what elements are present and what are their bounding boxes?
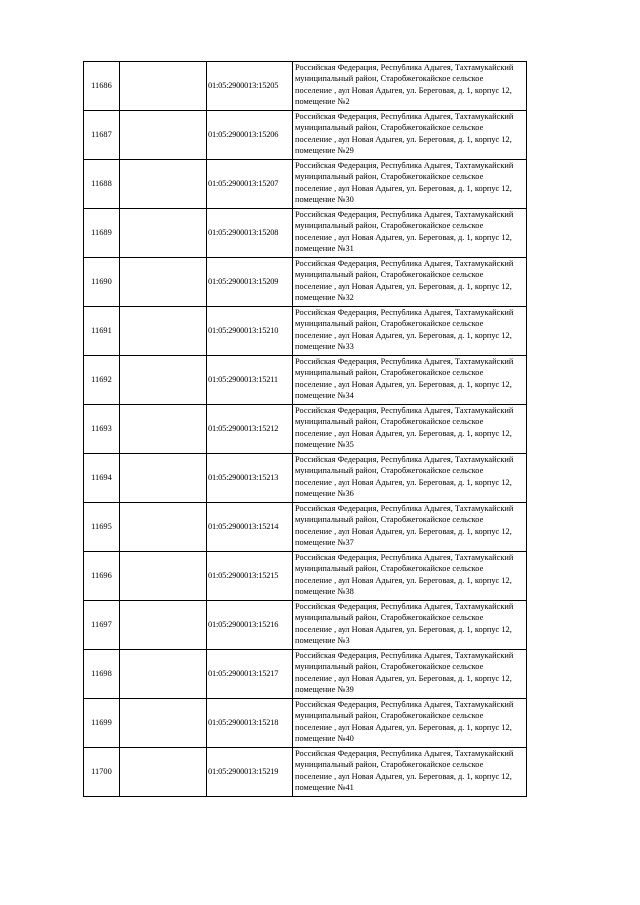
empty-cell bbox=[120, 258, 207, 307]
address-line: поселение , аул Новая Адыгея, ул. Береговая, д. 1, корпус 12, bbox=[295, 575, 512, 585]
empty-cell bbox=[120, 405, 207, 454]
empty-cell bbox=[120, 748, 207, 797]
address-line: муниципальный район, Старобжегокайское сельское bbox=[295, 270, 484, 280]
table-row bbox=[84, 503, 527, 552]
address-line: помещение №41 bbox=[295, 782, 354, 792]
address-line: помещение №31 bbox=[295, 243, 354, 253]
address-line: муниципальный район, Старобжегокайское сельское bbox=[295, 221, 484, 231]
address-cell bbox=[293, 111, 527, 160]
empty-cell bbox=[120, 503, 207, 552]
row-number-cell: 11692 bbox=[84, 356, 120, 405]
table-row bbox=[84, 307, 527, 356]
cadastral-number-cell: 01:05:2900013:15207 bbox=[207, 160, 293, 209]
address-line: поселение , аул Новая Адыгея, ул. Береговая, д. 1, корпус 12, bbox=[295, 85, 512, 95]
table-row bbox=[84, 748, 527, 797]
address-line: Российская Федерация, Республика Адыгея, Тахтамукайский bbox=[295, 700, 514, 709]
address-cell bbox=[293, 209, 527, 258]
empty-cell bbox=[120, 650, 207, 699]
table-row bbox=[84, 405, 527, 454]
row-number-cell: 11696 bbox=[84, 552, 120, 601]
cadastral-number-cell: 01:05:2900013:15218 bbox=[207, 699, 293, 748]
row-number-cell: 11689 bbox=[84, 209, 120, 258]
address-line: помещение №37 bbox=[295, 537, 354, 547]
address-line: поселение , аул Новая Адыгея, ул. Береговая, д. 1, корпус 12, bbox=[295, 281, 512, 291]
cadastral-number-cell: 01:05:2900013:15208 bbox=[207, 209, 293, 258]
address-line: муниципальный район, Старобжегокайское сельское bbox=[295, 319, 484, 329]
address-cell bbox=[293, 699, 527, 748]
address-line: помещение №3 bbox=[295, 635, 350, 645]
address-line: помещение №40 bbox=[295, 733, 354, 743]
address-line: Российская Федерация, Республика Адыгея, Тахтамукайский bbox=[295, 651, 514, 660]
empty-cell bbox=[120, 307, 207, 356]
address-line: Российская Федерация, Республика Адыгея, Тахтамукайский bbox=[295, 357, 514, 366]
row-number-cell: 11694 bbox=[84, 454, 120, 503]
empty-cell bbox=[120, 160, 207, 209]
address-line: муниципальный район, Старобжегокайское сельское bbox=[295, 515, 484, 525]
empty-cell bbox=[120, 552, 207, 601]
address-cell bbox=[293, 748, 527, 797]
row-number-cell: 11699 bbox=[84, 699, 120, 748]
table-row bbox=[84, 699, 527, 748]
table-row bbox=[84, 356, 527, 405]
cadastral-number-cell: 01:05:2900013:15212 bbox=[207, 405, 293, 454]
address-line: Российская Федерация, Республика Адыгея, Тахтамукайский bbox=[295, 553, 514, 562]
address-line: помещение №34 bbox=[295, 390, 354, 400]
address-cell bbox=[293, 62, 527, 111]
table-row bbox=[84, 111, 527, 160]
address-line: поселение , аул Новая Адыгея, ул. Береговая, д. 1, корпус 12, bbox=[295, 232, 512, 242]
address-line: муниципальный район, Старобжегокайское сельское bbox=[295, 123, 484, 133]
address-cell bbox=[293, 160, 527, 209]
address-line: помещение №29 bbox=[295, 145, 354, 155]
address-line: Российская Федерация, Республика Адыгея, Тахтамукайский bbox=[295, 210, 514, 219]
empty-cell bbox=[120, 356, 207, 405]
address-line: помещение №2 bbox=[295, 96, 350, 106]
cadastral-number-cell: 01:05:2900013:15209 bbox=[207, 258, 293, 307]
empty-cell bbox=[120, 62, 207, 111]
address-line: муниципальный район, Старобжегокайское сельское bbox=[295, 172, 484, 182]
row-number-cell: 11688 bbox=[84, 160, 120, 209]
address-line: муниципальный район, Старобжегокайское сельское bbox=[295, 417, 484, 427]
address-line: Российская Федерация, Республика Адыгея, Тахтамукайский bbox=[295, 455, 514, 464]
cadastral-number-cell: 01:05:2900013:15219 bbox=[207, 748, 293, 797]
row-number-cell: 11693 bbox=[84, 405, 120, 454]
address-line: поселение , аул Новая Адыгея, ул. Береговая, д. 1, корпус 12, bbox=[295, 722, 512, 732]
address-line: Российская Федерация, Республика Адыгея, Тахтамукайский bbox=[295, 161, 514, 170]
cadastral-number-cell: 01:05:2900013:15214 bbox=[207, 503, 293, 552]
address-line: поселение , аул Новая Адыгея, ул. Береговая, д. 1, корпус 12, bbox=[295, 673, 512, 683]
address-cell bbox=[293, 503, 527, 552]
address-cell bbox=[293, 650, 527, 699]
address-line: поселение , аул Новая Адыгея, ул. Береговая, д. 1, корпус 12, bbox=[295, 134, 512, 144]
empty-cell bbox=[120, 209, 207, 258]
address-cell bbox=[293, 258, 527, 307]
address-line: Российская Федерация, Республика Адыгея, Тахтамукайский bbox=[295, 308, 514, 317]
cadastral-number-cell: 01:05:2900013:15217 bbox=[207, 650, 293, 699]
empty-cell bbox=[120, 699, 207, 748]
address-line: Российская Федерация, Республика Адыгея, Тахтамукайский bbox=[295, 259, 514, 268]
address-line: муниципальный район, Старобжегокайское сельское bbox=[295, 760, 484, 770]
address-line: муниципальный район, Старобжегокайское сельское bbox=[295, 368, 484, 378]
address-line: муниципальный район, Старобжегокайское сельское bbox=[295, 564, 484, 574]
table-row bbox=[84, 552, 527, 601]
address-cell bbox=[293, 601, 527, 650]
table-row bbox=[84, 62, 527, 111]
address-cell bbox=[293, 405, 527, 454]
registry-table bbox=[83, 61, 527, 797]
address-line: муниципальный район, Старобжегокайское сельское bbox=[295, 74, 484, 84]
cadastral-number-cell: 01:05:2900013:15206 bbox=[207, 111, 293, 160]
table-row bbox=[84, 650, 527, 699]
address-line: помещение №35 bbox=[295, 439, 354, 449]
address-line: муниципальный район, Старобжегокайское сельское bbox=[295, 662, 484, 672]
address-line: Российская Федерация, Республика Адыгея, Тахтамукайский bbox=[295, 504, 514, 513]
address-line: Российская Федерация, Республика Адыгея, Тахтамукайский bbox=[295, 602, 514, 611]
address-line: поселение , аул Новая Адыгея, ул. Береговая, д. 1, корпус 12, bbox=[295, 624, 512, 634]
address-line: помещение №32 bbox=[295, 292, 354, 302]
table-row bbox=[84, 160, 527, 209]
address-line: помещение №33 bbox=[295, 341, 354, 351]
address-line: помещение №38 bbox=[295, 586, 354, 596]
address-line: Российская Федерация, Республика Адыгея, Тахтамукайский bbox=[295, 406, 514, 415]
row-number-cell: 11697 bbox=[84, 601, 120, 650]
registry-table-body bbox=[84, 62, 527, 797]
address-line: муниципальный район, Старобжегокайское сельское bbox=[295, 711, 484, 721]
row-number-cell: 11698 bbox=[84, 650, 120, 699]
row-number-cell: 11700 bbox=[84, 748, 120, 797]
cadastral-number-cell: 01:05:2900013:15216 bbox=[207, 601, 293, 650]
address-line: поселение , аул Новая Адыгея, ул. Береговая, д. 1, корпус 12, bbox=[295, 771, 512, 781]
cadastral-number-cell: 01:05:2900013:15215 bbox=[207, 552, 293, 601]
address-line: Российская Федерация, Республика Адыгея, Тахтамукайский bbox=[295, 749, 514, 758]
row-number-cell: 11687 bbox=[84, 111, 120, 160]
address-cell bbox=[293, 552, 527, 601]
address-line: муниципальный район, Старобжегокайское сельское bbox=[295, 466, 484, 476]
table-row bbox=[84, 601, 527, 650]
cadastral-number-cell: 01:05:2900013:15205 bbox=[207, 62, 293, 111]
table-row bbox=[84, 454, 527, 503]
address-cell bbox=[293, 356, 527, 405]
row-number-cell: 11695 bbox=[84, 503, 120, 552]
address-line: помещение №39 bbox=[295, 684, 354, 694]
table-row bbox=[84, 258, 527, 307]
address-line: Российская Федерация, Республика Адыгея, Тахтамукайский bbox=[295, 63, 514, 72]
address-cell bbox=[293, 454, 527, 503]
row-number-cell: 11686 bbox=[84, 62, 120, 111]
address-line: помещение №36 bbox=[295, 488, 354, 498]
address-line: поселение , аул Новая Адыгея, ул. Береговая, д. 1, корпус 12, bbox=[295, 477, 512, 487]
empty-cell bbox=[120, 601, 207, 650]
address-line: помещение №30 bbox=[295, 194, 354, 204]
empty-cell bbox=[120, 111, 207, 160]
empty-cell bbox=[120, 454, 207, 503]
row-number-cell: 11690 bbox=[84, 258, 120, 307]
row-number-cell: 11691 bbox=[84, 307, 120, 356]
address-line: поселение , аул Новая Адыгея, ул. Береговая, д. 1, корпус 12, bbox=[295, 183, 512, 193]
address-line: Российская Федерация, Республика Адыгея, Тахтамукайский bbox=[295, 112, 514, 121]
address-line: поселение , аул Новая Адыгея, ул. Береговая, д. 1, корпус 12, bbox=[295, 526, 512, 536]
table-row bbox=[84, 209, 527, 258]
cadastral-number-cell: 01:05:2900013:15213 bbox=[207, 454, 293, 503]
address-line: поселение , аул Новая Адыгея, ул. Береговая, д. 1, корпус 12, bbox=[295, 379, 512, 389]
cadastral-number-cell: 01:05:2900013:15210 bbox=[207, 307, 293, 356]
address-line: муниципальный район, Старобжегокайское сельское bbox=[295, 613, 484, 623]
address-line: поселение , аул Новая Адыгея, ул. Береговая, д. 1, корпус 12, bbox=[295, 428, 512, 438]
cadastral-number-cell: 01:05:2900013:15211 bbox=[207, 356, 293, 405]
address-line: поселение , аул Новая Адыгея, ул. Береговая, д. 1, корпус 12, bbox=[295, 330, 512, 340]
address-cell bbox=[293, 307, 527, 356]
